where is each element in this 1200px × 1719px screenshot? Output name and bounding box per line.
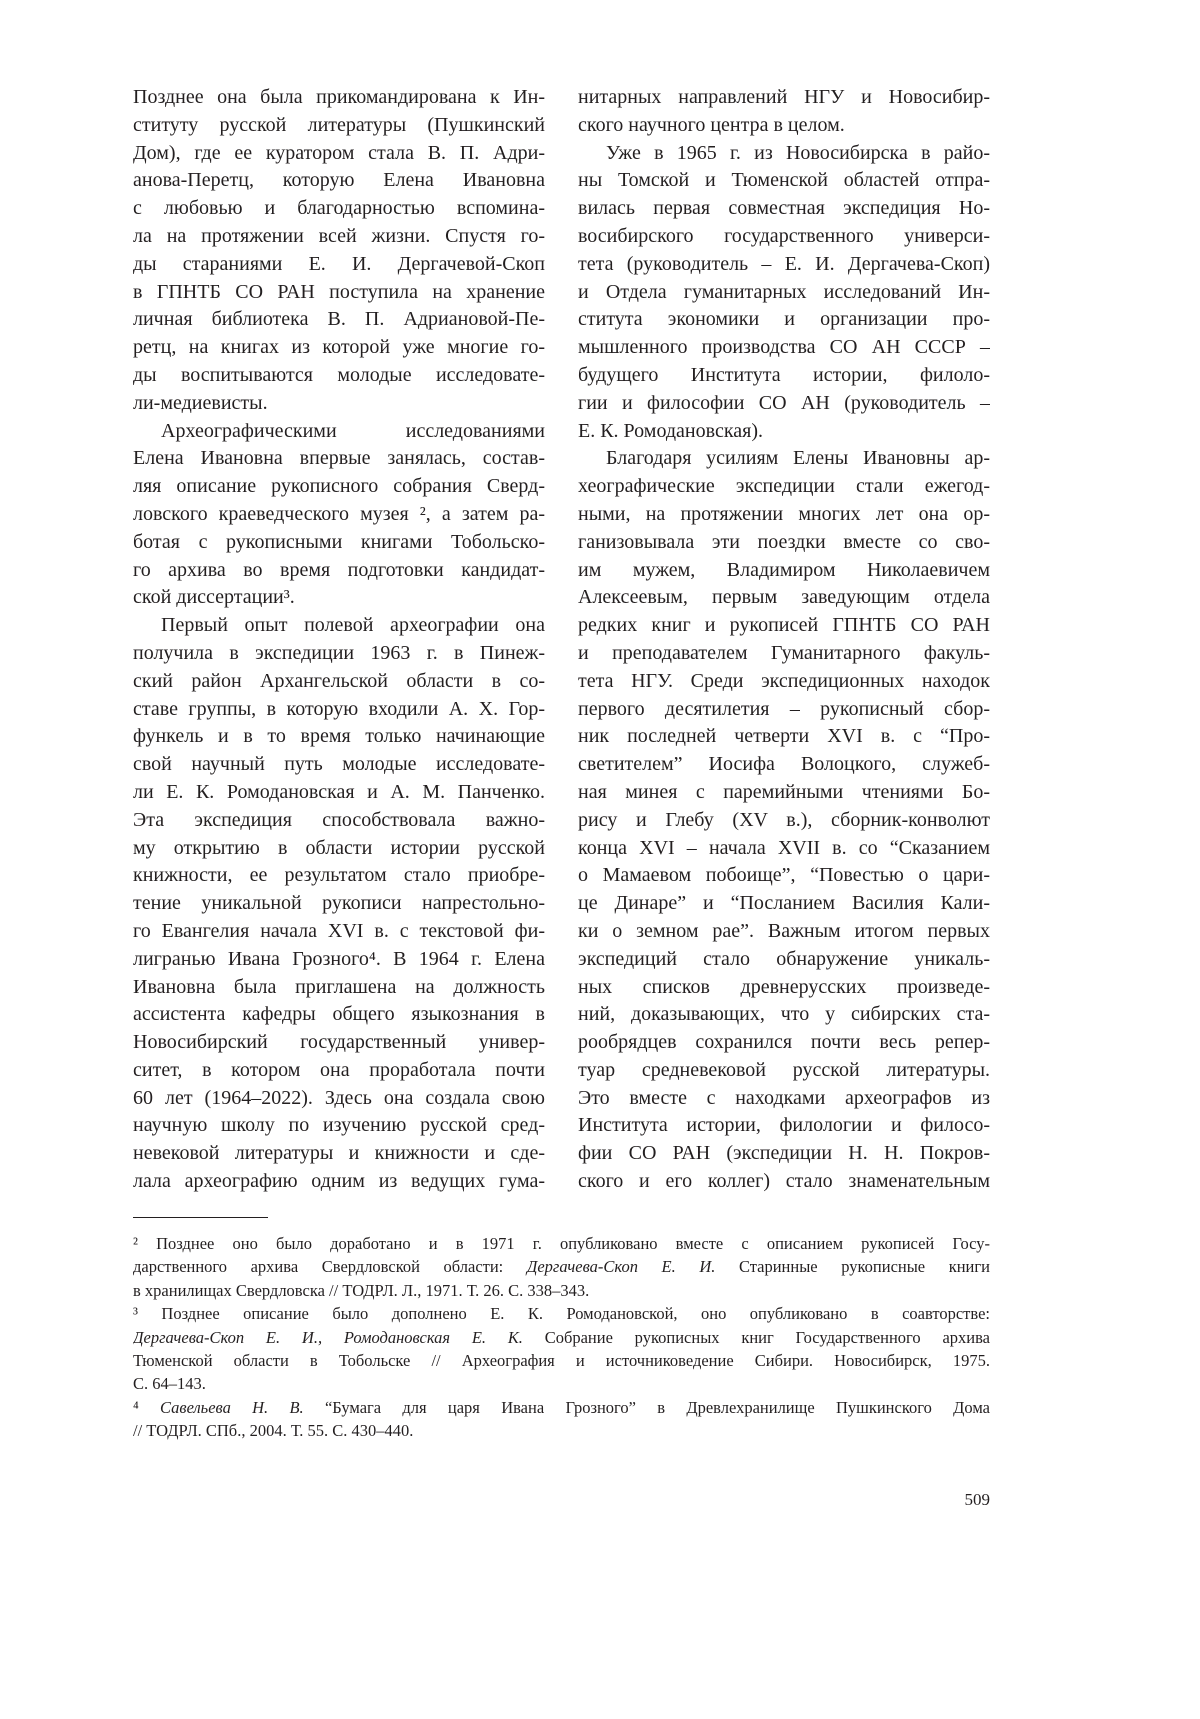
text-line: ла на протяжении всей жизни. Спустя го- — [133, 223, 545, 251]
text-line: Елена Ивановна впервые занялась, состав- — [133, 445, 545, 473]
text-line: Института истории, филологии и филосо- — [578, 1112, 990, 1140]
body-column-left — [133, 84, 545, 1196]
text-line: ской диссертации³. — [133, 584, 545, 612]
text-line: Благодаря усилиям Елены Ивановны ар- — [578, 445, 990, 473]
text-line: ституту русской литературы (Пушкинский — [133, 112, 545, 140]
text-line: го архива во время подготовки кандидат- — [133, 557, 545, 585]
footnote-text: в хранилищах Свердловска // ТОДРЛ. Л., 1971. Т. 26. С. 338–343. — [133, 1281, 589, 1300]
text-line: ных списков древнерусских произведе- — [578, 974, 990, 1002]
footnote-text: ² Позднее оно было доработано и в 1971 г. опубликовано вместе с описанием рукописей Госу- — [133, 1234, 990, 1253]
text-line: ная минея с паремийными чтениями Бо- — [578, 779, 990, 807]
text-line: ститута экономики и организации про- — [578, 306, 990, 334]
text-line: нитарных направлений НГУ и Новосибир- — [578, 84, 990, 112]
text-line: рису и Глебу (XV в.), сборник-конволют — [578, 807, 990, 835]
footnote-text: // ТОДРЛ. СПб., 2004. Т. 55. С. 430–440. — [133, 1421, 413, 1440]
text-line: лала археографию одним из ведущих гума- — [133, 1168, 545, 1196]
text-line: Эта экспедиция способствовала важно- — [133, 807, 545, 835]
text-line: ник последней четверти XVI в. с “Про- — [578, 723, 990, 751]
text-line: ситет, в котором она проработала почти — [133, 1057, 545, 1085]
text-line: светителем” Иосифа Волоцкого, служеб- — [578, 751, 990, 779]
text-line: вилась первая совместная экспедиция Но- — [578, 195, 990, 223]
text-line: Это вместе с находками археографов из — [578, 1085, 990, 1113]
footnote-line — [133, 1326, 990, 1349]
citation-author: Дергачева-Скоп Е. И., Ромодановская Е. К. — [133, 1328, 523, 1347]
body-column-right — [578, 84, 990, 1196]
text-line: лигранью Ивана Грозного⁴. В 1964 г. Елена — [133, 946, 545, 974]
footnote-line — [133, 1232, 990, 1255]
citation-author: Дергачева-Скоп Е. И. — [527, 1257, 716, 1276]
text-line: редких книг и рукописей ГПНТБ СО РАН — [578, 612, 990, 640]
text-line: тение уникальной рукописи напрестольно- — [133, 890, 545, 918]
text-line: Дом), где ее куратором стала В. П. Адри- — [133, 140, 545, 168]
footnote-line — [133, 1372, 990, 1395]
footnote-text: “Бумага для царя Ивана Грозного” в Древлехранилище Пушкинского Дома — [304, 1398, 990, 1417]
text-line: ского и его коллег) стало знаменательным — [578, 1168, 990, 1196]
text-line: и преподавателем Гуманитарного факуль- — [578, 640, 990, 668]
text-line: функель и в то время только начинающие — [133, 723, 545, 751]
text-line: анова-Перетц, которую Елена Ивановна — [133, 167, 545, 195]
text-line: будущего Института истории, филоло- — [578, 362, 990, 390]
text-line: экспедиций стало обнаружение уникаль- — [578, 946, 990, 974]
text-line: ки о земном рае”. Важным итогом первых — [578, 918, 990, 946]
text-line: и Отдела гуманитарных исследований Ин- — [578, 279, 990, 307]
text-line: ды стараниями Е. И. Дергачевой-Скоп — [133, 251, 545, 279]
text-line: ставе группы, в которую входили А. Х. Гор- — [133, 696, 545, 724]
footnote-text: дарственного архива Свердловской области: — [133, 1257, 527, 1276]
text-line: книжности, ее результатом стало приобре- — [133, 862, 545, 890]
text-line: Первый опыт полевой археографии она — [133, 612, 545, 640]
footnote-line — [133, 1349, 990, 1372]
text-line: ний, доказывающих, что у сибирских ста- — [578, 1001, 990, 1029]
footnote-text: С. 64–143. — [133, 1374, 206, 1393]
text-line: Уже в 1965 г. из Новосибирска в райо- — [578, 140, 990, 168]
text-line: рообрядцев сохранился почти весь репер- — [578, 1029, 990, 1057]
text-line: це Динаре” и “Посланием Василия Кали- — [578, 890, 990, 918]
text-line: ботая с рукописными книгами Тобольско- — [133, 529, 545, 557]
text-line: ны Томской и Тюменской областей отпра- — [578, 167, 990, 195]
text-line: в ГПНТБ СО РАН поступила на хранение — [133, 279, 545, 307]
text-line: ганизовывала эти поездки вместе со сво- — [578, 529, 990, 557]
text-line: Позднее она была прикомандирована к Ин- — [133, 84, 545, 112]
text-line: ского научного центра в целом. — [578, 112, 990, 140]
text-line: ляя описание рукописного собрания Сверд- — [133, 473, 545, 501]
footnotes — [133, 1232, 990, 1443]
text-line: восибирского государственного универси- — [578, 223, 990, 251]
text-line: личная библиотека В. П. Адриановой-Пе- — [133, 306, 545, 334]
footnote-text: Старинные рукописные книги — [715, 1257, 990, 1276]
footnote-text: Собрание рукописных книг Государственного архива — [523, 1328, 990, 1347]
text-line: свой научный путь молодые исследовате- — [133, 751, 545, 779]
footnote-line — [133, 1419, 990, 1442]
text-line: получила в экспедиции 1963 г. в Пинеж- — [133, 640, 545, 668]
text-line: Археографическими исследованиями — [133, 418, 545, 446]
text-line: первого десятилетия – рукописный сбор- — [578, 696, 990, 724]
text-line: невековой литературы и книжности и сде- — [133, 1140, 545, 1168]
footnote-separator — [133, 1217, 268, 1218]
text-line: ретц, на книгах из которой уже многие го- — [133, 334, 545, 362]
footnote-line — [133, 1396, 990, 1419]
text-line: мышленного производства СО АН СССР – — [578, 334, 990, 362]
text-line: тета (руководитель – Е. И. Дергачева-Скоп) — [578, 251, 990, 279]
text-line: Е. К. Ромодановская). — [578, 418, 990, 446]
footnote-line — [133, 1279, 990, 1302]
text-line: ловского краеведческого музея ², а затем ра- — [133, 501, 545, 529]
text-line: фии СО РАН (экспедиции Н. Н. Покров- — [578, 1140, 990, 1168]
text-line: хеографические экспедиции стали ежегод- — [578, 473, 990, 501]
text-line: тета НГУ. Среди экспедиционных находок — [578, 668, 990, 696]
text-line: 60 лет (1964–2022). Здесь она создала свою — [133, 1085, 545, 1113]
text-line: ли Е. К. Ромодановская и А. М. Панченко. — [133, 779, 545, 807]
footnote-line — [133, 1302, 990, 1325]
text-line: научную школу по изучению русской сред- — [133, 1112, 545, 1140]
footnote-text: ⁴ — [133, 1398, 160, 1417]
citation-author: Савельева Н. В. — [160, 1398, 304, 1417]
text-line: Алексеевым, первым заведующим отдела — [578, 584, 990, 612]
text-line: гии и философии СО АН (руководитель – — [578, 390, 990, 418]
text-line: туар средневековой русской литературы. — [578, 1057, 990, 1085]
text-line: им мужем, Владимиром Николаевичем — [578, 557, 990, 585]
footnote-text: Тюменской области в Тобольске // Археография и источниковедение Сибири. Новосибирск, 1975. — [133, 1351, 990, 1370]
text-line: ассистента кафедры общего языкознания в — [133, 1001, 545, 1029]
footnote-text: ³ Позднее описание было дополнено Е. К. Ромодановской, оно опубликовано в соавторстве: — [133, 1304, 990, 1323]
text-line: ли-медиевисты. — [133, 390, 545, 418]
footnote-line — [133, 1255, 990, 1278]
text-line: ными, на протяжении многих лет она ор- — [578, 501, 990, 529]
text-line: ды воспитываются молодые исследовате- — [133, 362, 545, 390]
text-line: о Мамаевом побоище”, “Повестью о цари- — [578, 862, 990, 890]
page-number: 509 — [965, 1490, 991, 1510]
text-line: Новосибирский государственный универ- — [133, 1029, 545, 1057]
text-line: ский район Архангельской области в со- — [133, 668, 545, 696]
text-line: му открытию в области истории русской — [133, 835, 545, 863]
text-line: с любовью и благодарностью вспомина- — [133, 195, 545, 223]
text-line: конца XVI – начала XVII в. со “Сказанием — [578, 835, 990, 863]
text-line: го Евангелия начала XVI в. с текстовой фи- — [133, 918, 545, 946]
text-line: Ивановна была приглашена на должность — [133, 974, 545, 1002]
